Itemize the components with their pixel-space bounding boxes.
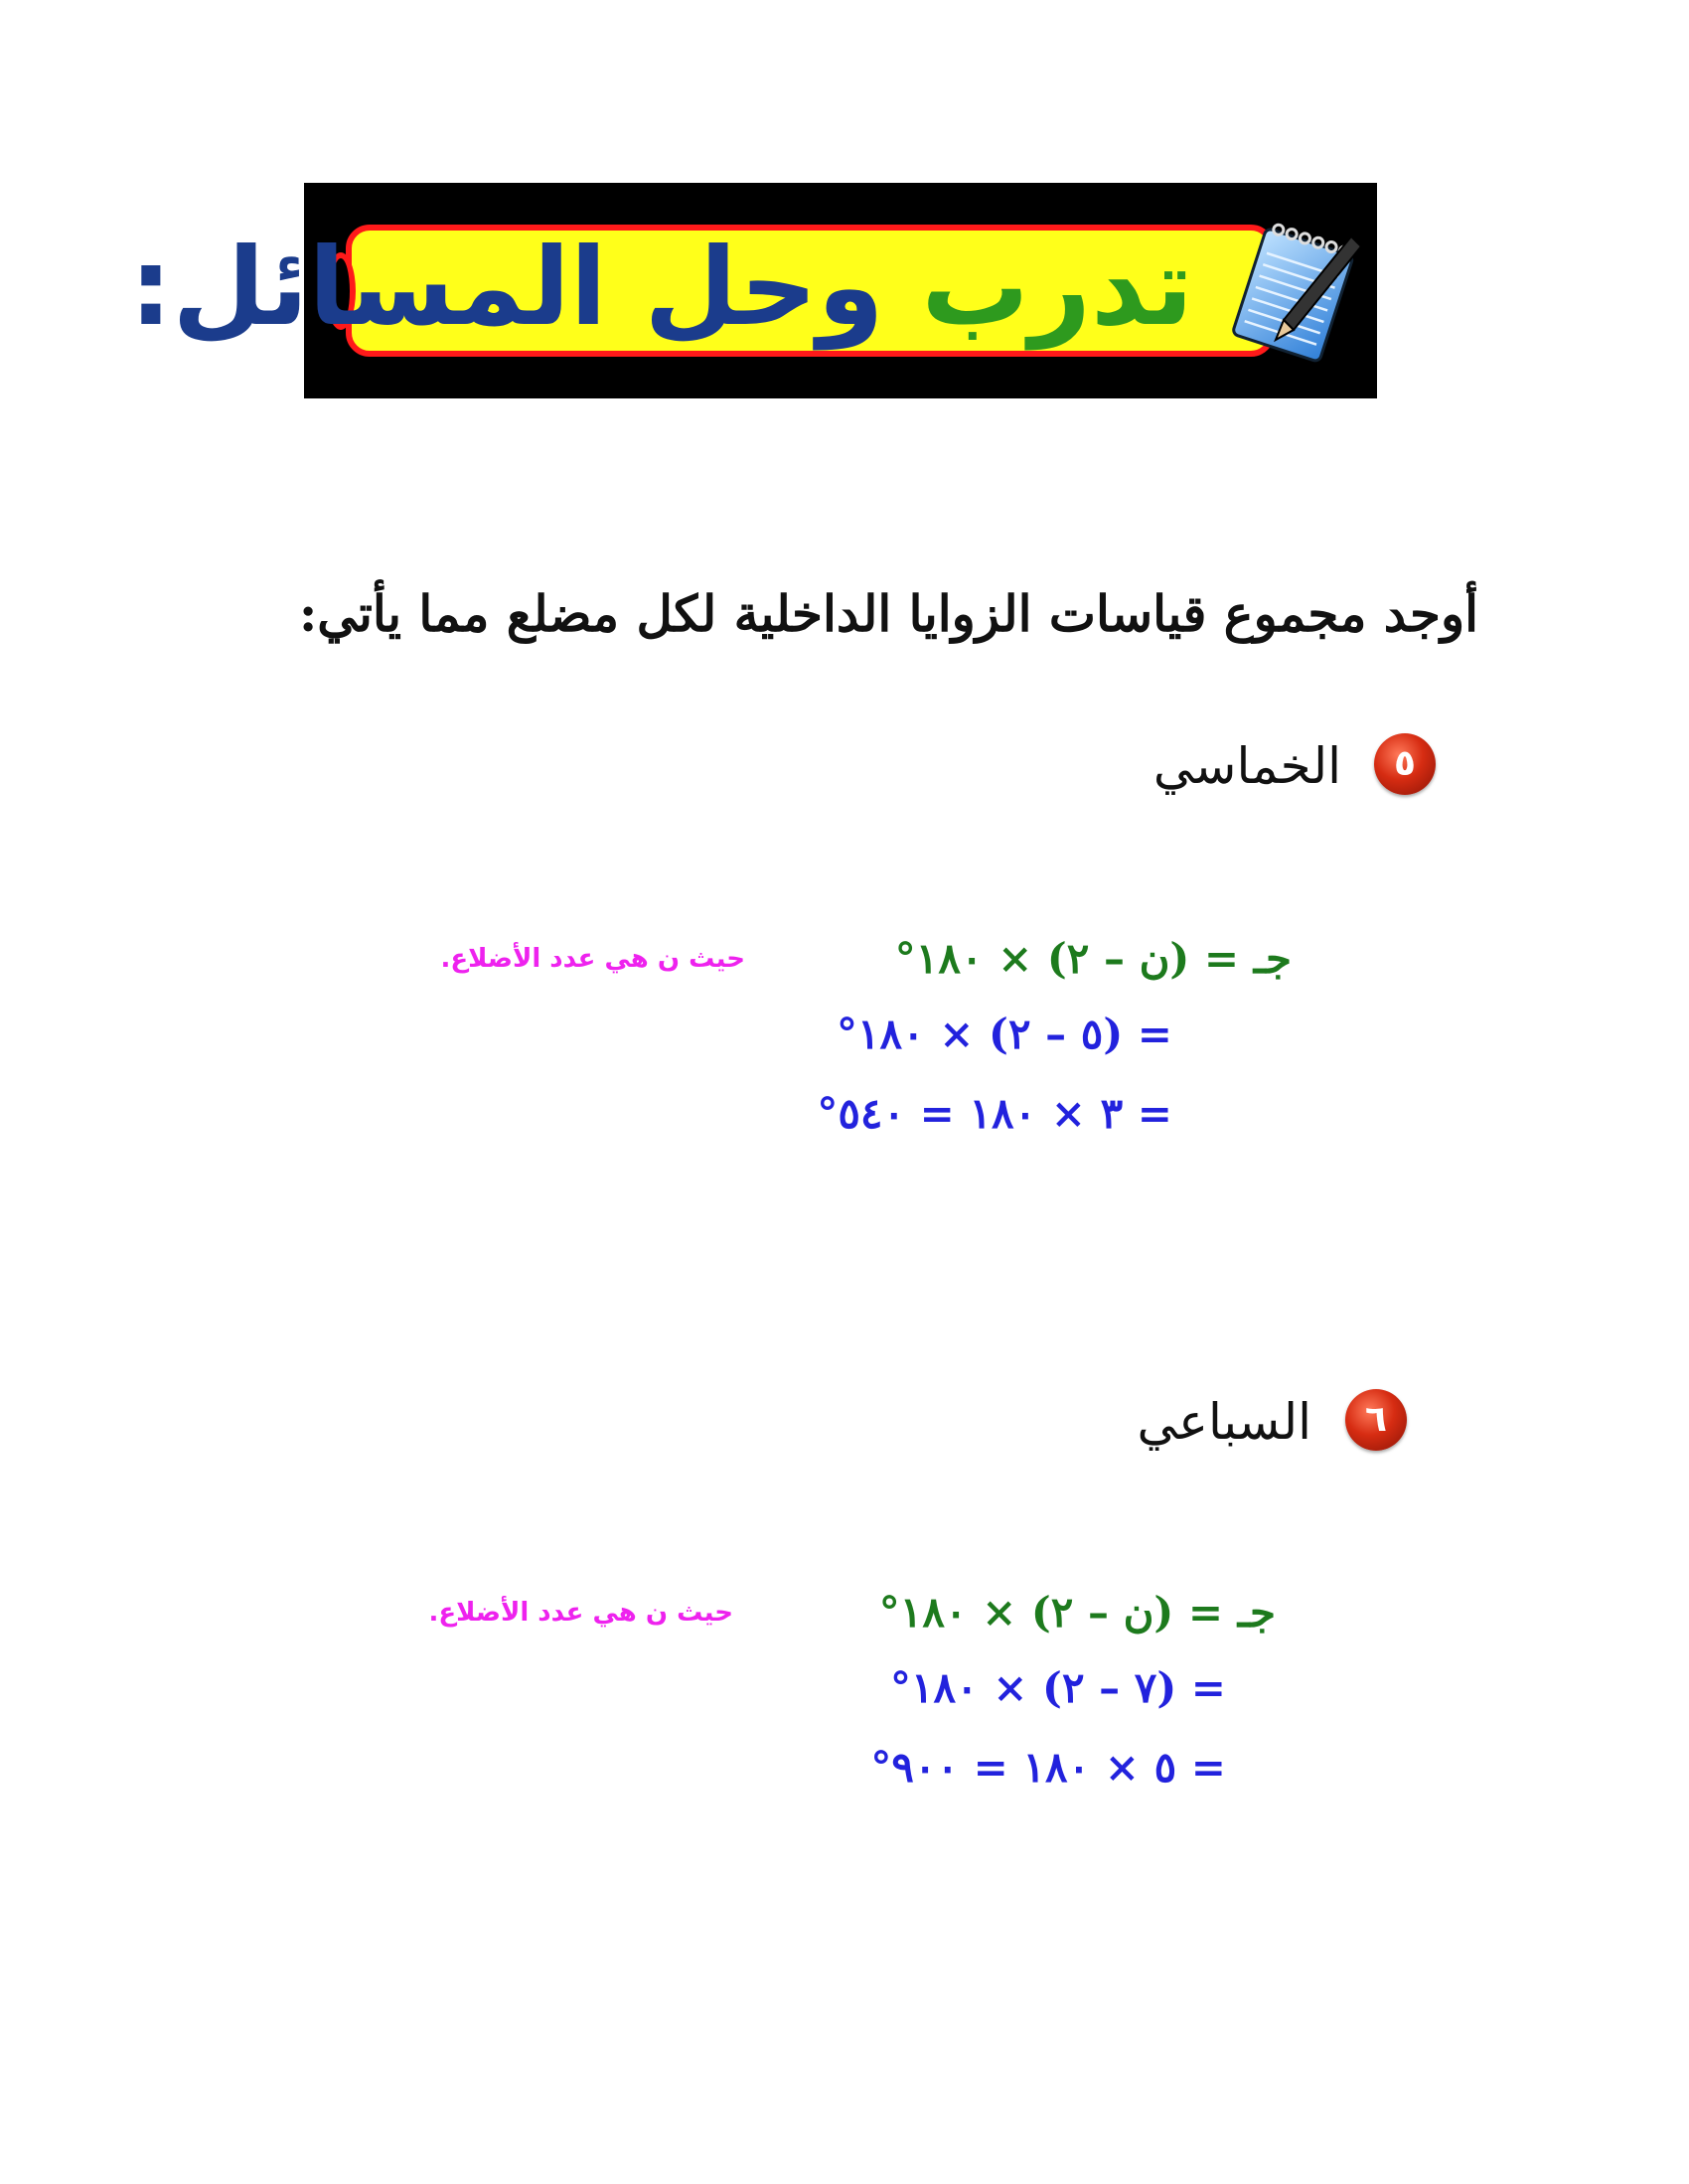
step-1: = (٥ – ٢) × ١٨٠° <box>836 1010 1172 1058</box>
notepad-pen-icon <box>1222 219 1371 368</box>
item-number-badge: ٦ <box>1345 1389 1407 1451</box>
item-number-badge: ٥ <box>1374 733 1436 795</box>
formula-note: حيث ن هي عدد الأضلاع. <box>428 1598 733 1628</box>
banner-title-word1: تدرب <box>921 226 1193 350</box>
step-2-text: = ٥ × ١٨٠ = ٩٠٠° <box>870 1743 1226 1792</box>
step-2-result <box>870 1743 1226 1792</box>
formula-line: جـ = (ن – ٢) × ١٨٠° <box>878 1588 1276 1637</box>
instruction-text: أوجد مجموع قياسات الزوايا الداخلية لكل مضلع مما يأتي: <box>298 584 1478 643</box>
step-2-result <box>817 1089 1172 1138</box>
item-label-pentagon: الخماسي <box>1152 737 1341 795</box>
section-banner <box>129 183 1377 398</box>
banner-title <box>129 209 1193 368</box>
step-1: = (٧ – ٢) × ١٨٠° <box>889 1663 1226 1712</box>
step-2-text: = ٣ × ١٨٠ = ٥٤٠° <box>817 1089 1172 1138</box>
formula-note: حيث ن هي عدد الأضلاع. <box>440 944 745 974</box>
banner-title-rest: وحل المسائل: <box>129 226 884 350</box>
formula-line: جـ = (ن – ٢) × ١٨٠° <box>894 934 1292 983</box>
item-label-heptagon: السباعي <box>1137 1393 1311 1451</box>
